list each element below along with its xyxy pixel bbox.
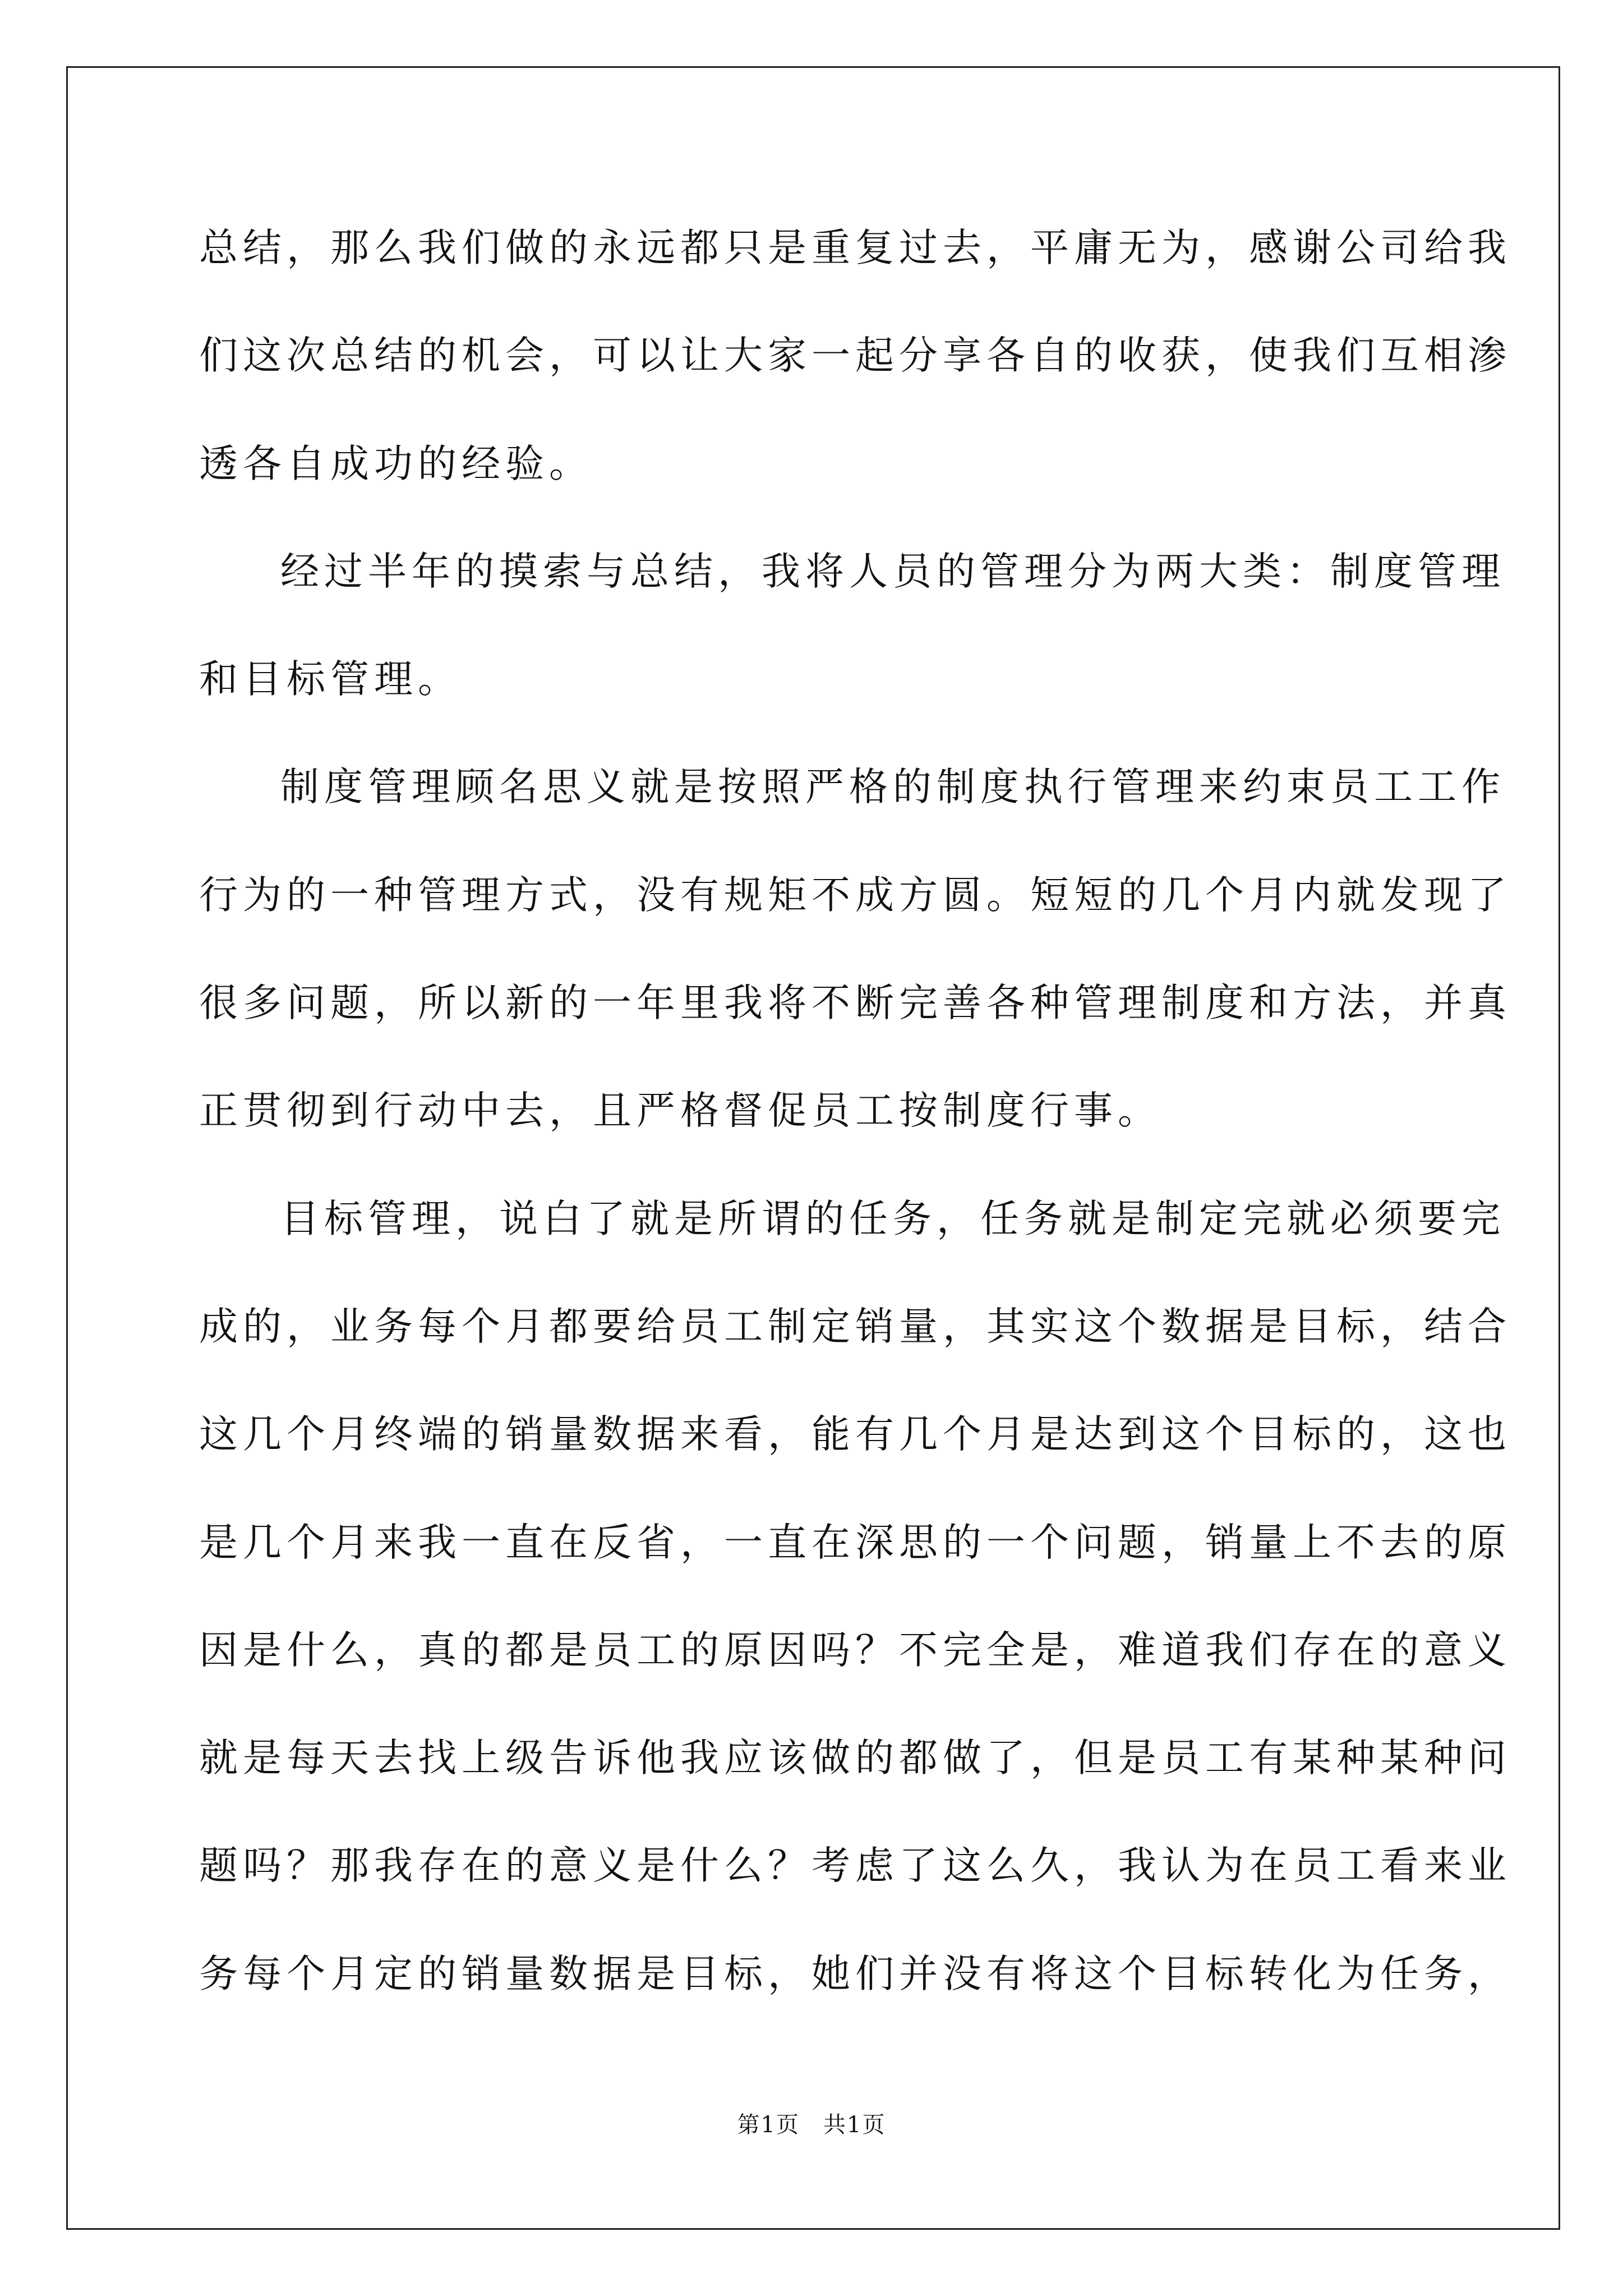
- body-line-15: 就是每天去找上级告诉他我应该做的都做了，但是员工有某种某种问: [199, 1736, 1511, 1780]
- body-line-2: 们这次总结的机会，可以让大家一起分享各自的收获，使我们互相渗: [199, 333, 1511, 378]
- body-line-12: 这几个月终端的销量数据来看，能有几个月是达到这个目标的，这也: [199, 1412, 1511, 1457]
- body-line-4: 经过半年的摸索与总结，我将人员的管理分为两大类：制度管理: [280, 549, 1505, 594]
- body-line-13: 是几个月来我一直在反省，一直在深思的一个问题，销量上不去的原: [199, 1520, 1511, 1565]
- body-line-1: 总结，那么我们做的永远都只是重复过去，平庸无为，感谢公司给我: [199, 226, 1511, 270]
- body-line-10: 目标管理，说白了就是所谓的任务，任务就是制定完就必须要完: [280, 1197, 1505, 1241]
- body-line-7: 行为的一种管理方式，没有规矩不成方圆。短短的几个月内就发现了: [199, 873, 1511, 918]
- body-line-14: 因是什么，真的都是员工的原因吗？不完全是，难道我们存在的意义: [199, 1628, 1511, 1673]
- body-line-3: 透各自成功的经验。: [199, 441, 593, 486]
- body-line-8: 很多问题，所以新的一年里我将不断完善各种管理制度和方法，并真: [199, 981, 1511, 1025]
- body-line-6: 制度管理顾名思义就是按照严格的制度执行管理来约束员工工作: [280, 765, 1505, 809]
- body-line-5: 和目标管理。: [199, 657, 462, 702]
- body-line-16: 题吗？那我存在的意义是什么？考虑了这么久，我认为在员工看来业: [199, 1843, 1511, 1888]
- body-line-17: 务每个月定的销量数据是目标，她们并没有将这个目标转化为任务，: [199, 1952, 1511, 1996]
- body-line-9: 正贯彻到行动中去，且严格督促员工按制度行事。: [199, 1088, 1161, 1133]
- body-line-11: 成的，业务每个月都要给员工制定销量，其实这个数据是目标，结合: [199, 1304, 1511, 1349]
- page-number-footer: 第1页 共1页: [737, 2112, 886, 2138]
- page-border: [66, 66, 1560, 2230]
